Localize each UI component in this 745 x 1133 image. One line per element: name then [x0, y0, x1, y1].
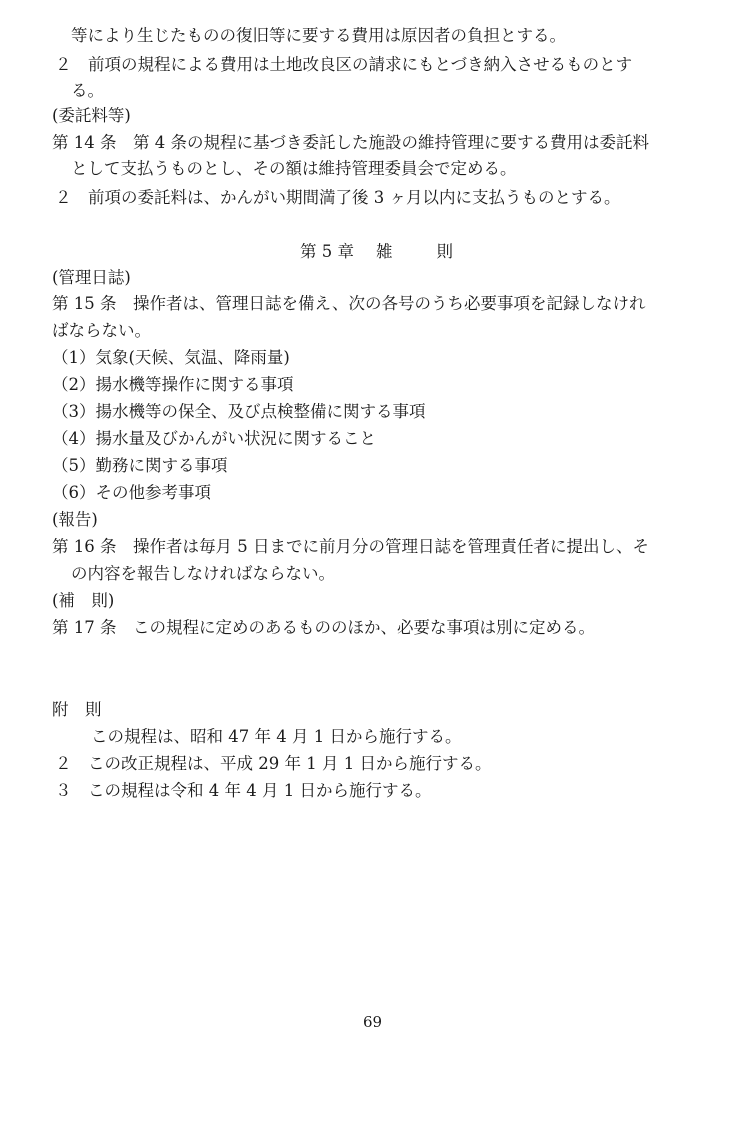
list-item: （3）揚水機等の保全、及び点検整備に関する事項 — [52, 402, 426, 421]
chapter-title — [300, 242, 453, 262]
list-item: （4）揚水量及びかんがい状況に関すること — [52, 429, 376, 448]
list-item: （5）勤務に関する事項 — [52, 456, 228, 475]
section-heading: (補 則) — [52, 591, 115, 610]
list-item: （2）揚水機等操作に関する事項 — [52, 375, 294, 394]
section-heading: (報告) — [52, 510, 98, 529]
article-line: 第 16 条 操作者は毎月 5 日までに前月分の管理日誌を管理責任者に提出し、そ — [52, 537, 649, 556]
chapter-title-part: 雑 — [376, 242, 393, 261]
list-item: （1）気象(天候、気温、降雨量) — [52, 348, 290, 367]
text-line: ２ この改正規程は、平成 29 年 1 月 1 日から施行する。 — [55, 754, 492, 773]
list-item: （6）その他参考事項 — [52, 483, 211, 502]
article-line: 第 15 条 操作者は、管理日誌を備え、次の各号のうち必要事項を記録しなけれ — [52, 294, 646, 313]
text-line: として支払うものとし、その額は維持管理委員会で定める。 — [71, 159, 517, 178]
text-line: この規程は、昭和 47 年 4 月 1 日から施行する。 — [91, 727, 462, 746]
section-heading: (管理日誌) — [52, 268, 131, 287]
text-line: ２ 前項の委託料は、かんがい期間満了後 3 ヶ月以内に支払うものとする。 — [55, 188, 621, 207]
text-line: ばならない。 — [52, 321, 151, 340]
article-line: 第 14 条 第 4 条の規程に基づき委託した施設の維持管理に要する費用は委託料 — [52, 133, 649, 152]
text-line: 等により生じたものの復旧等に要する費用は原因者の負担とする。 — [71, 26, 566, 45]
page-number: 69 — [362, 1013, 383, 1031]
chapter-title-part: 則 — [436, 242, 453, 261]
text-line: の内容を報告しなければならない。 — [71, 564, 335, 583]
chapter-number: 第 5 章 — [300, 242, 354, 261]
article-line: 第 17 条 この規程に定めのあるもののほか、必要な事項は別に定める。 — [52, 618, 595, 637]
text-line: る。 — [71, 81, 104, 100]
text-line: ３ この規程は令和 4 年 4 月 1 日から施行する。 — [55, 781, 432, 800]
section-heading: (委託料等) — [52, 106, 131, 125]
text-line: ２ 前項の規程による費用は土地改良区の請求にもとづき納入させるものとす — [55, 55, 633, 74]
supplementary-heading: 附 則 — [52, 700, 102, 719]
